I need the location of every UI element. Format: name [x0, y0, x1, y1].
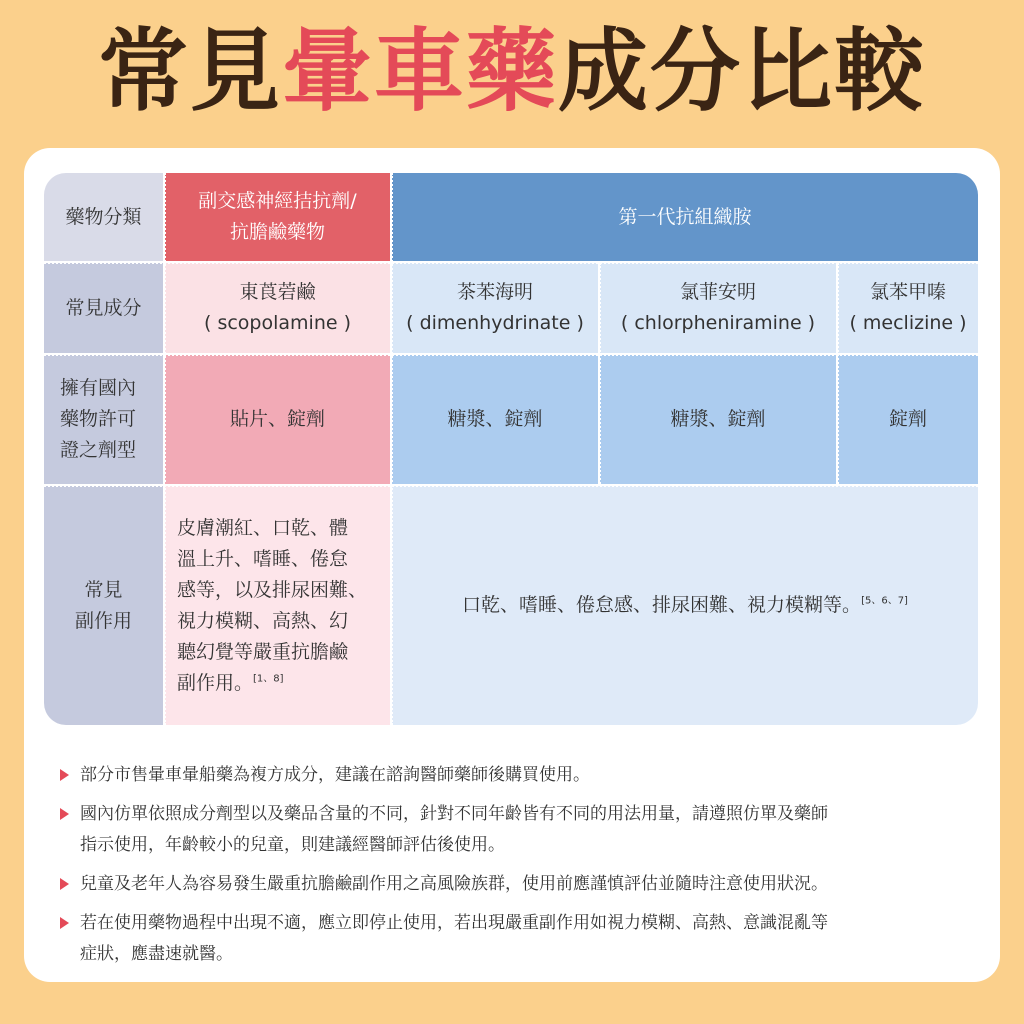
note-line: 國內仿單依照成分劑型以及藥品含量的不同，針對不同年齡皆有不同的用法用量，請遵照仿單及藥師 — [80, 804, 828, 824]
row-label-ingredient — [44, 263, 163, 353]
class-anticholinergic-line: 副交感神經拮抗劑/ — [198, 190, 357, 212]
side-effect-line: 視力模糊、高熱、幻 — [177, 609, 349, 632]
notes-list — [60, 760, 970, 978]
side-effect-text: 口乾、嗜睡、倦怠感、排尿困難、視力模糊等。 — [462, 594, 862, 616]
class-antihistamine-text: 第一代抗組織胺 — [618, 205, 752, 228]
note-item — [60, 869, 970, 900]
row-label-form-line: 證之劑型 — [60, 439, 137, 461]
form-scopolamine — [165, 355, 390, 484]
row-label-ingredient-text: 常見成分 — [65, 296, 142, 319]
side-effects-antihistamine — [392, 486, 978, 725]
form-text: 錠劑 — [888, 408, 927, 430]
side-effect-line: 副作用。 — [177, 671, 254, 694]
column-divider — [391, 173, 393, 725]
note-line: 兒童及老年人為容易發生嚴重抗膽鹼副作用之高風險族群，使用前應謹慎評估並隨時注意使用狀況。 — [80, 874, 828, 894]
form-dimenhydrinate — [392, 355, 598, 484]
title-part-2: 暈車藥 — [282, 19, 558, 124]
note-line: 若在使用藥物過程中出現不適，應立即停止使用，若出現嚴重副作用如視力模糊、高熱、意識混亂等 — [80, 913, 828, 933]
form-text: 糖漿、錠劑 — [447, 408, 543, 430]
column-divider — [599, 263, 601, 484]
bullet-triangle-icon — [60, 808, 69, 820]
ingredient-dimenhydrinate — [392, 263, 598, 353]
reference-note: [5、6、7] — [861, 595, 908, 607]
ingredient-name: 氯菲安明 — [679, 281, 756, 303]
note-item — [60, 799, 970, 861]
row-label-side-effects — [44, 486, 163, 725]
note-item — [60, 908, 970, 970]
title-part-3: 成分比較 — [558, 19, 926, 124]
form-meclizine — [838, 355, 978, 484]
class-anticholinergic — [165, 173, 390, 261]
row-label-form-line: 藥物許可 — [60, 408, 137, 430]
title-part-1: 常見 — [98, 19, 282, 124]
ingredient-latin: ( chlorpheniramine ) — [620, 312, 816, 334]
note-item — [60, 760, 970, 791]
side-effect-line: 溫上升、嗜睡、倦怠 — [177, 547, 349, 570]
ingredient-latin: ( dimenhydrinate ) — [406, 312, 584, 334]
row-label-class-text: 藥物分類 — [65, 205, 142, 228]
side-effect-last-line — [177, 668, 284, 699]
side-effects-antihistamine-line — [462, 590, 908, 621]
ingredient-chlorpheniramine — [600, 263, 836, 353]
side-effects-anticholinergic — [165, 486, 390, 725]
note-line: 指示使用，年齡較小的兒童，則建議經醫師評估後使用。 — [80, 835, 505, 855]
ingredient-meclizine — [838, 263, 978, 353]
note-line: 症狀，應盡速就醫。 — [80, 944, 233, 964]
side-effect-line: 感等，以及排尿困難、 — [177, 578, 368, 601]
column-divider — [837, 263, 839, 484]
form-text: 糖漿、錠劑 — [670, 408, 766, 430]
bullet-triangle-icon — [60, 878, 69, 890]
row-label-side-line: 副作用 — [74, 609, 132, 632]
bullet-triangle-icon — [60, 917, 69, 929]
ingredient-latin: ( scopolamine ) — [204, 312, 351, 334]
ingredient-name: 氯苯甲嗪 — [869, 281, 946, 303]
row-label-class — [44, 173, 163, 261]
reference-note: [1、8] — [253, 673, 284, 685]
class-antihistamine — [392, 173, 978, 261]
row-label-form — [44, 355, 163, 484]
ingredient-scopolamine — [165, 263, 390, 353]
ingredient-name: 茶苯海明 — [456, 281, 533, 303]
column-divider — [164, 173, 166, 725]
ingredient-latin: ( meclizine ) — [849, 312, 967, 334]
form-text: 貼片、錠劑 — [229, 408, 325, 430]
row-label-form-line: 擁有國內 — [60, 377, 137, 399]
ingredient-name: 東莨菪鹼 — [239, 281, 316, 303]
page-title — [0, 12, 1024, 132]
side-effect-line: 皮膚潮紅、口乾、體 — [177, 516, 349, 539]
note-line: 部分市售暈車暈船藥為複方成分，建議在諮詢醫師藥師後購買使用。 — [80, 765, 590, 785]
form-chlorpheniramine — [600, 355, 836, 484]
side-effect-line: 聽幻覺等嚴重抗膽鹼 — [177, 640, 349, 663]
bullet-triangle-icon — [60, 769, 69, 781]
row-divider — [44, 485, 978, 487]
row-label-side-line: 常見 — [84, 578, 123, 601]
class-anticholinergic-line: 抗膽鹼藥物 — [229, 221, 325, 243]
